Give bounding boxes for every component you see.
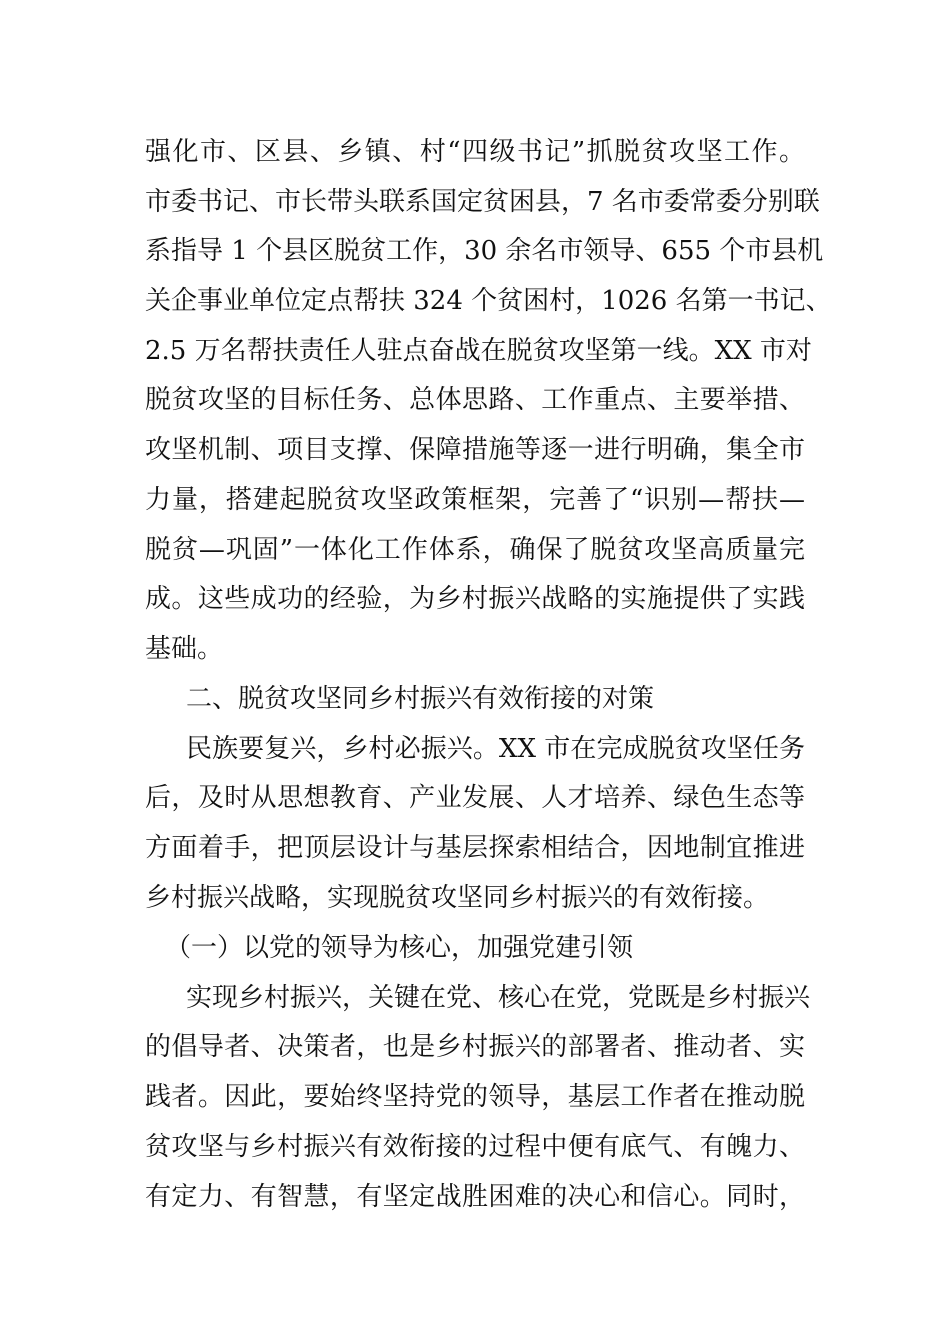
paragraph-line: 攻坚机制、项目支撑、保障措施等逐一进行明确，集全市 — [145, 435, 805, 465]
paragraph-line: 市委书记、市长带头联系国定贫困县，7 名市委常委分别联 — [145, 187, 820, 217]
paragraph-line: 强化市、区县、乡镇、村“四级书记”抓脱贫攻坚工作。 — [145, 137, 805, 167]
paragraph-line: 民族要复兴，乡村必振兴。XX 市在完成脱贫攻坚任务 — [186, 734, 805, 764]
paragraph-line: 乡村振兴战略，实现脱贫攻坚同乡村振兴的有效衔接。 — [145, 883, 770, 913]
paragraph-line: 贫攻坚与乡村振兴有效衔接的过程中便有底气、有魄力、 — [145, 1132, 805, 1162]
paragraph-line: 践者。因此，要始终坚持党的领导，基层工作者在推动脱 — [145, 1082, 805, 1112]
paragraph-line: 系指导 1 个县区脱贫工作，30 余名市领导、655 个市县机 — [145, 236, 824, 266]
paragraph-line: 有定力、有智慧，有坚定战胜困难的决心和信心。同时， — [145, 1182, 805, 1212]
paragraph-line: 的倡导者、决策者，也是乡村振兴的部署者、推动者、实 — [145, 1032, 805, 1062]
section-heading: 二、脱贫攻坚同乡村振兴有效衔接的对策 — [186, 684, 655, 714]
paragraph-line: 关企事业单位定点帮扶 324 个贫困村，1026 名第一书记、 — [145, 286, 832, 316]
paragraph-line: 后，及时从思想教育、产业发展、人才培养、绿色生态等 — [145, 783, 805, 813]
paragraph-line: 脱贫—巩固”一体化工作体系，确保了脱贫攻坚高质量完 — [145, 535, 805, 565]
paragraph-line: 力量，搭建起脱贫攻坚政策框架，完善了“识别—帮扶— — [145, 485, 805, 515]
subsection-heading: （一）以党的领导为核心，加强党建引领 — [165, 933, 634, 963]
paragraph-line: 2.5 万名帮扶责任人驻点奋战在脱贫攻坚第一线。XX 市对 — [145, 336, 812, 366]
paragraph-line: 脱贫攻坚的目标任务、总体思路、工作重点、主要举措、 — [145, 385, 805, 415]
paragraph-line: 方面着手，把顶层设计与基层探索相结合，因地制宜推进 — [145, 833, 805, 863]
paragraph-line: 实现乡村振兴，关键在党、核心在党，党既是乡村振兴 — [186, 983, 811, 1013]
paragraph-line: 成。这些成功的经验，为乡村振兴战略的实施提供了实践 — [145, 584, 805, 614]
paragraph-line: 基础。 — [145, 634, 224, 664]
